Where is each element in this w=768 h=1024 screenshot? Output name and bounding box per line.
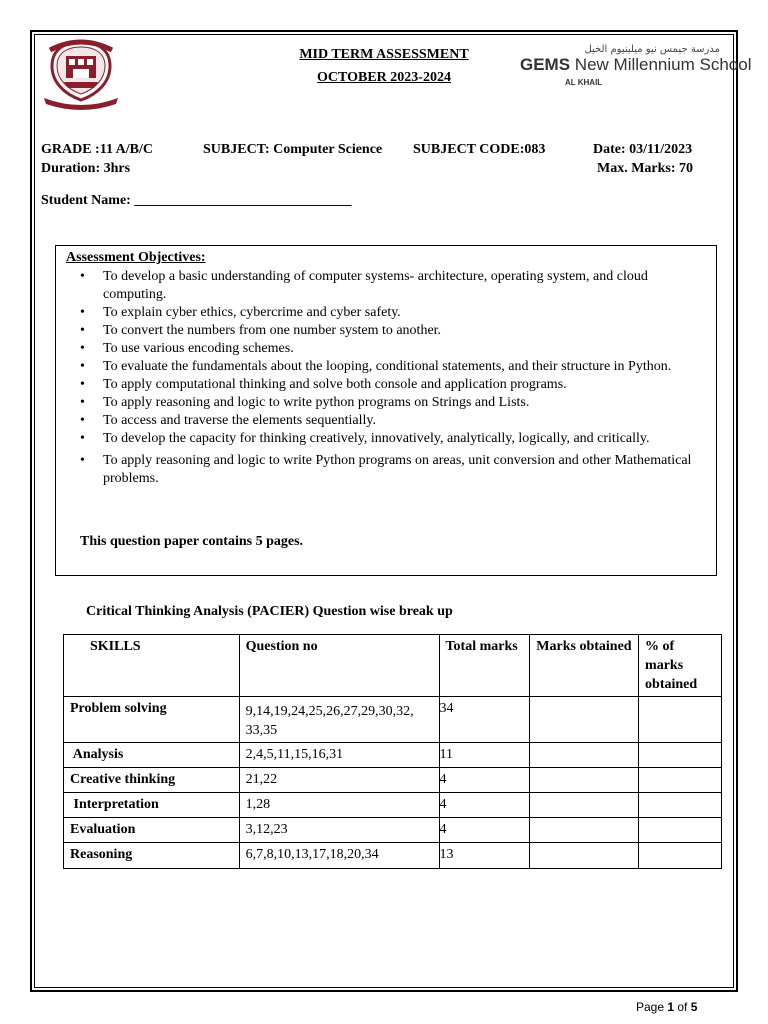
table-header-row bbox=[64, 635, 722, 697]
column-header-question-no: Question no bbox=[239, 635, 439, 697]
percent-marks-cell bbox=[639, 768, 722, 793]
gems-school-logo bbox=[520, 44, 752, 87]
objective-item: • To apply reasoning and logic to write python programs on Strings and Lists. bbox=[74, 394, 714, 412]
column-header-marks-obtained: Marks obtained bbox=[530, 635, 639, 697]
page-number bbox=[636, 1000, 697, 1014]
objective-item: • To apply reasoning and logic to write Python programs on areas, unit conversion and other Mathematical problems. bbox=[74, 452, 714, 488]
objective-item: • To convert the numbers from one number system to another. bbox=[74, 322, 714, 340]
objective-item: • To develop a basic understanding of computer systems- architecture, operating system, and cloud computing. bbox=[74, 268, 714, 304]
marks-obtained-cell bbox=[530, 818, 639, 843]
school-name-text: New Millennium School bbox=[574, 55, 752, 74]
column-header-total-marks: Total marks bbox=[439, 635, 530, 697]
page-current: 1 bbox=[667, 1000, 675, 1014]
percent-marks-cell bbox=[639, 843, 722, 869]
percent-marks-cell bbox=[639, 743, 722, 768]
school-name-arabic: مدرسة جيمس نيو ميلينيوم الخيل bbox=[584, 44, 720, 55]
assessment-objectives-box bbox=[55, 245, 717, 576]
student-name-blank: _______________________________ bbox=[134, 193, 352, 208]
question-no-cell: 21,22 bbox=[239, 768, 439, 793]
assessment-title: MID TERM ASSESSMENT bbox=[299, 47, 469, 62]
table-row bbox=[64, 697, 722, 743]
school-brand: GEMS bbox=[520, 55, 571, 74]
total-marks-cell: 4 bbox=[439, 818, 530, 843]
grade-label: GRADE :11 A/B/C bbox=[41, 142, 154, 157]
table-row bbox=[64, 818, 722, 843]
column-header-percent-marks: % of marks obtained bbox=[639, 635, 722, 697]
question-no-cell: 6,7,8,10,13,17,18,20,34 bbox=[239, 843, 439, 869]
marks-obtained-cell bbox=[530, 768, 639, 793]
objective-item: • To evaluate the fundamentals about the looping, conditional statements, and their structure in Python. bbox=[74, 358, 714, 376]
percent-marks-cell bbox=[639, 793, 722, 818]
subject-code-label: SUBJECT CODE:083 bbox=[413, 142, 546, 157]
percent-marks-cell bbox=[639, 818, 722, 843]
page-count-note: This question paper contains 5 pages. bbox=[80, 534, 304, 549]
column-header-skills: SKILLS bbox=[64, 635, 240, 697]
total-marks-cell: 4 bbox=[439, 768, 530, 793]
student-name-label: Student Name: bbox=[41, 193, 135, 208]
skills-breakup-table bbox=[63, 634, 722, 869]
page-of: of bbox=[674, 1000, 691, 1014]
subject-label: SUBJECT: Computer Science bbox=[203, 142, 383, 157]
question-no-cell: 9,14,19,24,25,26,27,29,30,32, 33,35 bbox=[239, 697, 439, 743]
table-row bbox=[64, 743, 722, 768]
page-total: 5 bbox=[690, 1000, 698, 1014]
skill-cell: Interpretation bbox=[64, 793, 240, 818]
total-marks-cell: 11 bbox=[439, 743, 530, 768]
percent-marks-cell bbox=[639, 697, 722, 743]
skill-cell: Creative thinking bbox=[64, 768, 240, 793]
marks-obtained-cell bbox=[530, 793, 639, 818]
marks-obtained-cell bbox=[530, 697, 639, 743]
skill-cell: Evaluation bbox=[64, 818, 240, 843]
objectives-heading: Assessment Objectives: bbox=[66, 250, 206, 265]
school-location: AL KHAIL bbox=[565, 78, 603, 87]
page-prefix: Page bbox=[636, 1000, 668, 1014]
objective-item: • To access and traverse the elements sequentially. bbox=[74, 412, 714, 430]
marks-obtained-cell bbox=[530, 743, 639, 768]
objective-item: • To use various encoding schemes. bbox=[74, 340, 714, 358]
objective-item: • To apply computational thinking and solve both console and application programs. bbox=[74, 376, 714, 394]
assessment-period: OCTOBER 2023-2024 bbox=[317, 70, 451, 85]
student-name-field bbox=[41, 193, 351, 209]
table-row bbox=[64, 843, 722, 869]
max-marks-label: Max. Marks: 70 bbox=[597, 161, 694, 176]
total-marks-cell: 4 bbox=[439, 793, 530, 818]
question-no-cell: 3,12,23 bbox=[239, 818, 439, 843]
school-name bbox=[520, 55, 752, 75]
skill-cell: Analysis bbox=[64, 743, 240, 768]
total-marks-cell: 34 bbox=[439, 697, 530, 743]
objective-item: • To develop the capacity for thinking creatively, innovatively, analytically, logically, and critically. bbox=[74, 430, 714, 448]
table-row bbox=[64, 793, 722, 818]
objective-item: • To explain cyber ethics, cybercrime and cyber safety. bbox=[74, 304, 714, 322]
duration-label: Duration: 3hrs bbox=[41, 161, 131, 176]
question-no-cell: 1,28 bbox=[239, 793, 439, 818]
table-row bbox=[64, 768, 722, 793]
objectives-list bbox=[74, 268, 714, 488]
total-marks-cell: 13 bbox=[439, 843, 530, 869]
critical-thinking-heading: Critical Thinking Analysis (PACIER) Question wise break up bbox=[86, 604, 453, 619]
skill-cell: Problem solving bbox=[64, 697, 240, 743]
date-label: Date: 03/11/2023 bbox=[593, 142, 693, 157]
skill-cell: Reasoning bbox=[64, 843, 240, 869]
question-no-cell: 2,4,5,11,15,16,31 bbox=[239, 743, 439, 768]
marks-obtained-cell bbox=[530, 843, 639, 869]
